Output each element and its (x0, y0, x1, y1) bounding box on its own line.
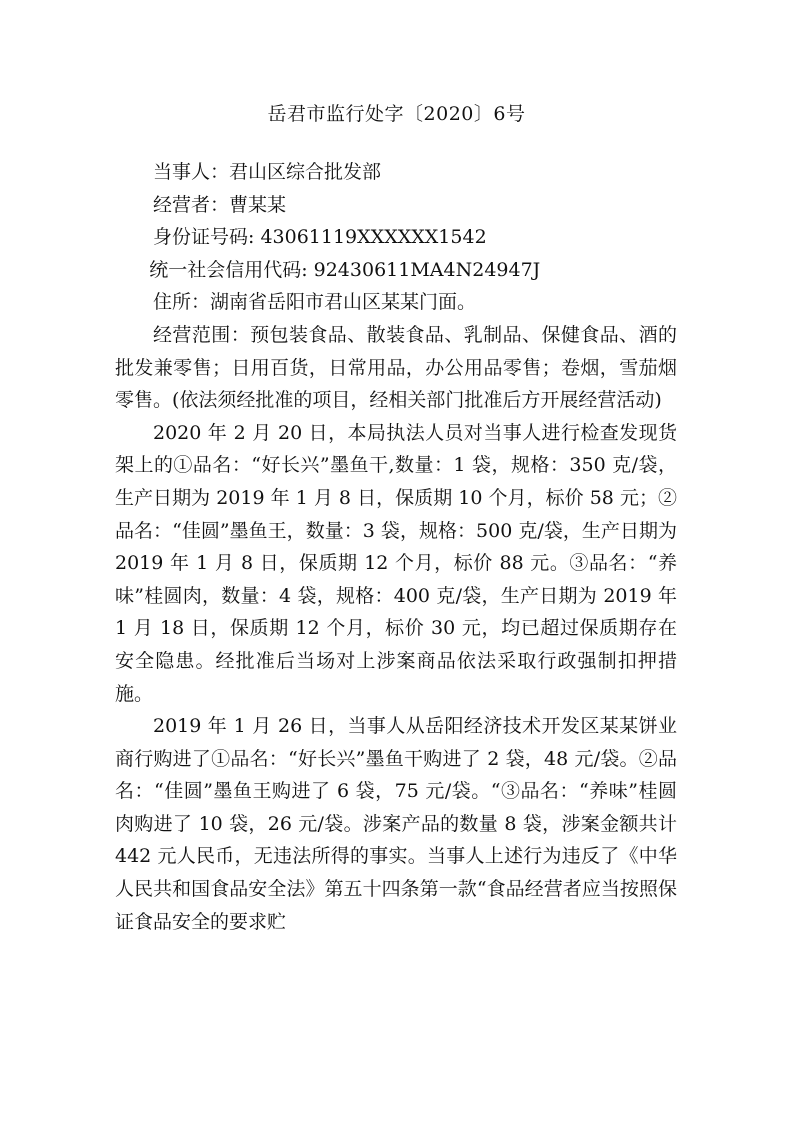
business-scope: 经营范围：预包装食品、散装食品、乳制品、保健食品、酒的批发兼零售；日用百货，日常用品，办公用品零售；卷烟，雪茄烟零售。(依法须经批准的项目，经相关部门批准后方开展经营活动) (115, 323, 677, 412)
operator-name: 经营者：曹某某 (153, 193, 287, 216)
purchase-paragraph: 2019 年 1 月 26 日，当事人从岳阳经济技术开发区某某饼业商行购进了①品名：“好长兴”墨鱼干购进了 2 袋，48 元/袋。②品名：“佳圆”墨鱼王购进了 6 袋，75 元/袋。“③品名：“养味”桂圆肉购进了 10 袋，26 元/袋。涉案产品的数量 8 袋，涉案金额共计 442 元人民币，无违法所得的事实。当事人上述行为违反了《中华人民共和国食品安全法》第五十四条第一款“食品经营者应当按照保证食品安全的要求贮 (115, 715, 677, 933)
inspection-paragraph: 2020 年 2 月 20 日，本局执法人员对当事人进行检查发现货架上的①品名：“好长兴”墨鱼干,数量：1 袋，规格：350 克/袋，生产日期为 2019 年 1 月 8 日，保质期 10 个月，标价 58 元；②品名：“佳圆”墨鱼王，数量：3 袋，规格：500 克/袋，生产日期为 2019 年 1 月 8 日，保质期 12 个月，标价 88 元。③品名：“养味”桂圆肉，数量：4 袋，规格：400 克/袋，生产日期为 2019 年 1 月 18 日，保质期 12 个月，标价 30 元，均已超过保质期存在安全隐患。经批准后当场对上涉案商品依法采取行政强制扣押措施。 (115, 421, 677, 705)
document-title: 岳君市监行处字〔2020〕6号 (267, 103, 526, 125)
id-number: 身份证号码: 43061119XXXXXX1542 (153, 226, 487, 249)
party-name: 当事人：君山区综合批发部 (153, 161, 382, 183)
credit-code: 统一社会信用代码: 92430611MA4N24947J (149, 258, 541, 281)
address: 住所：湖南省岳阳市君山区某某门面。 (153, 291, 477, 314)
document-body (115, 156, 677, 938)
